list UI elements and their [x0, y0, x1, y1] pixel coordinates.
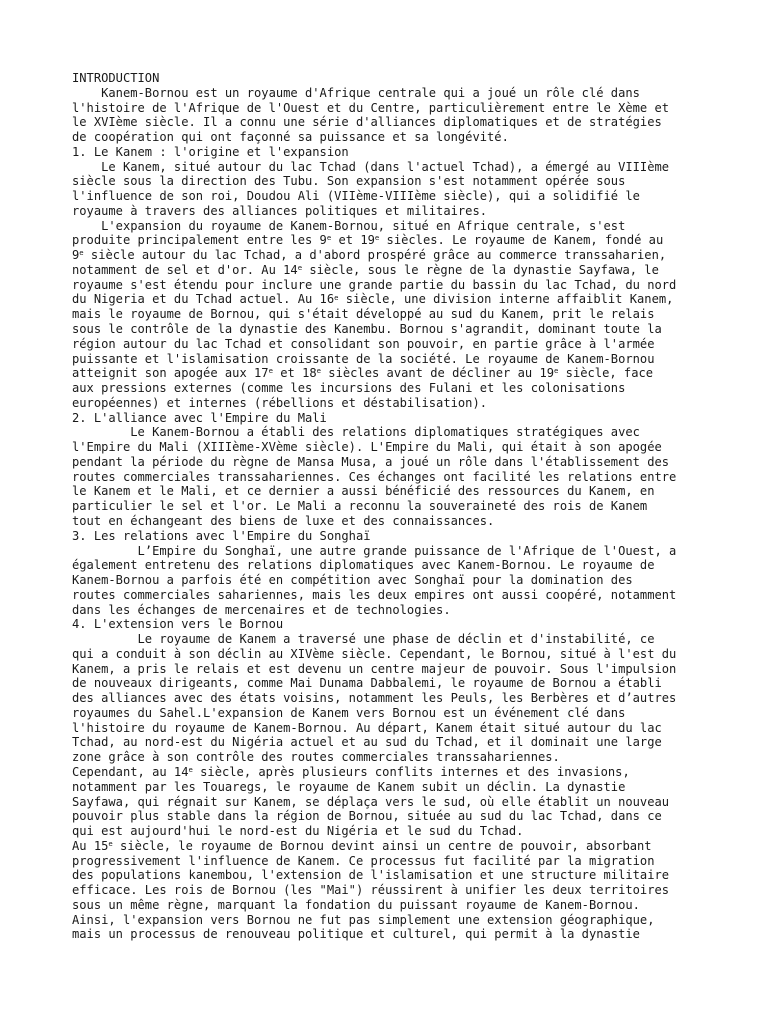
text-line: Kanem-Bornou est un royaume d'Afrique centrale qui a joué un rôle clé dans: [72, 85, 640, 100]
text-line: routes commerciales transsahariennes. Ces échanges ont facilité les relations entre: [72, 469, 677, 484]
text-line: région autour du lac Tchad et consolidant son pouvoir, en partie grâce à l'armée: [72, 336, 655, 351]
text-line: Le royaume de Kanem a traversé une phase de déclin et d'instabilité, ce: [72, 632, 655, 647]
text-line: progressivement l'influence de Kanem. Ce processus fut facilité par la migration: [72, 853, 655, 868]
text-line: Sayfawa, qui régnait sur Kanem, se déplaça vers le sud, où elle établit un nouveau: [72, 794, 670, 809]
text-line: des populations kanembou, l'extension de l'islamisation et une structure militaire: [72, 868, 670, 883]
text-line: des alliances avec des états voisins, notamment les Peuls, les Berbères et d’autres: [72, 691, 677, 706]
text-line: 4. L'extension vers le Bornou: [72, 617, 284, 632]
text-line: le Kanem et le Mali, et ce dernier a aussi bénéficié des ressources du Kanem, en: [72, 484, 655, 499]
text-line: 9e siècle autour du lac Tchad, a d'abord prospéré grâce au commerce transsaharien,: [72, 248, 667, 263]
text-line: sous le contrôle de la dynastie des Kanembu. Bornou s'agrandit, dominant toute la: [72, 322, 662, 337]
document-page: [72, 71, 722, 942]
text-line: notamment de sel et d'or. Au 14e siècle, sous le règne de la dynastie Sayfawa, le: [72, 262, 659, 277]
text-line: l'histoire de l'Afrique de l'Ouest et du Centre, particulièrement entre le Xème et: [72, 100, 670, 115]
text-line: siècle sous la direction des Tubu. Son expansion s'est notamment opérée sous: [72, 174, 626, 189]
text-line: l'influence de son roi, Doudou Ali (VIIème-VIIIème siècle), qui a solidifié le: [72, 189, 640, 204]
text-line: routes commerciales sahariennes, mais les deux empires ont aussi coopéré, notamment: [72, 587, 677, 602]
document-title: INTRODUCTION: [72, 71, 160, 85]
text-line: Le Kanem, situé autour du lac Tchad (dans l'actuel Tchad), a émergé au VIIIème: [72, 159, 670, 174]
text-line: Au 15e siècle, le royaume de Bornou devint ainsi un centre de pouvoir, absorbant: [72, 838, 652, 853]
text-line: le XVIème siècle. Il a connu une série d'alliances diplomatiques et de stratégies: [72, 115, 662, 130]
text-line: mais le royaume de Bornou, qui s'était développé au sud du Kanem, prit le relais: [72, 307, 655, 322]
text-line: royaume s'est étendu pour inclure une grande partie du bassin du lac Tchad, du nord: [72, 277, 677, 292]
text-line: européennes) et internes (rébellions et déstabilisation).: [72, 395, 488, 410]
text-line: puissante et l'islamisation croissante de la société. Le royaume de Kanem-Bornou: [72, 351, 655, 366]
text-line: royaumes du Sahel.L'expansion de Kanem vers Bornou est un événement clé dans: [72, 705, 626, 720]
text-line: produite principalement entre les 9e et 19e siècles. Le royaume de Kanem, fondé au: [72, 233, 664, 248]
text-line: L’Empire du Songhaï, une autre grande puissance de l'Afrique de l'Ouest, a: [72, 543, 677, 558]
text-line: 2. L'alliance avec l'Empire du Mali: [72, 410, 327, 425]
text-line: dans les échanges de mercenaires et de technologies.: [72, 602, 451, 617]
text-line: Kanem-Bornou a parfois été en compétition avec Songhaï pour la domination des: [72, 573, 633, 588]
text-line: 1. Le Kanem : l'origine et l'expansion: [72, 144, 349, 159]
text-line: particulier le sel et l'or. Le Mali a reconnu la souveraineté des rois de Kanem: [72, 499, 648, 514]
text-line: 3. Les relations avec l'Empire du Songhaï: [72, 528, 371, 543]
text-line: l'Empire du Mali (XIIIème-XVème siècle). L'Empire du Mali, qui était à son apogée: [72, 440, 662, 455]
text-line: qui a conduit à son déclin au XIVème siècle. Cependant, le Bornou, situé à l'est du: [72, 646, 677, 661]
text-line: qui est aujourd'hui le nord-est du Nigéria et le sud du Tchad.: [72, 824, 524, 839]
text-line: notamment par les Touaregs, le royaume de Kanem subit un déclin. La dynastie: [72, 779, 626, 794]
text-line: mais un processus de renouveau politique et culturel, qui permit à la dynastie: [72, 927, 640, 942]
text-line: aux pressions externes (comme les incursions des Fulani et les colonisations: [72, 381, 626, 396]
text-line: du Nigeria et du Tchad actuel. Au 16e siècle, une division interne affaiblit Kanem,: [72, 292, 674, 307]
text-line: royaume à travers des alliances politiques et militaires.: [72, 203, 488, 218]
text-line: Tchad, au nord-est du Nigéria actuel et au sud du Tchad, et il dominait une large: [72, 735, 662, 750]
text-line: de nouveaux dirigeants, comme Mai Dunama Dabbalemi, le royaume de Bornou a établi: [72, 676, 662, 691]
text-line: tout en échangeant des biens de luxe et des connaissances.: [72, 513, 495, 528]
text-line: Le Kanem-Bornou a établi des relations diplomatiques stratégiques avec: [72, 425, 640, 440]
text-line: de coopération qui ont façonné sa puissance et sa longévité.: [72, 130, 509, 145]
text-line: pouvoir plus stable dans la région de Bornou, située au sud du lac Tchad, dans ce: [72, 809, 662, 824]
text-line: Kanem, a pris le relais et est devenu un centre majeur de pouvoir. Sous l'impulsion: [72, 661, 677, 676]
text-line: Cependant, au 14e siècle, après plusieurs conflits internes et des invasions,: [72, 764, 630, 779]
text-line: l'histoire du royaume de Kanem-Bornou. Au départ, Kanem était situé autour du lac: [72, 720, 662, 735]
text-line: également entretenu des relations diplomatiques avec Kanem-Bornou. Le royaume de: [72, 558, 655, 573]
text-line: Ainsi, l'expansion vers Bornou ne fut pas simplement une extension géographique,: [72, 912, 655, 927]
text-line: sous un même règne, marquant la fondation du puissant royaume de Kanem-Bornou.: [72, 897, 640, 912]
text-line: atteignit son apogée aux 17e et 18e siècles avant de décliner au 19e siècle, face: [72, 366, 654, 381]
text-line: zone grâce à son contrôle des routes commerciales transsahariennes.: [72, 750, 560, 765]
text-line: L'expansion du royaume de Kanem-Bornou, situé en Afrique centrale, s'est: [72, 218, 626, 233]
text-line: efficace. Les rois de Bornou (les "Mai") réussirent à unifier les deux territoires: [72, 883, 670, 898]
text-line: pendant la période du règne de Mansa Musa, a joué un rôle dans l'établissement des: [72, 454, 670, 469]
